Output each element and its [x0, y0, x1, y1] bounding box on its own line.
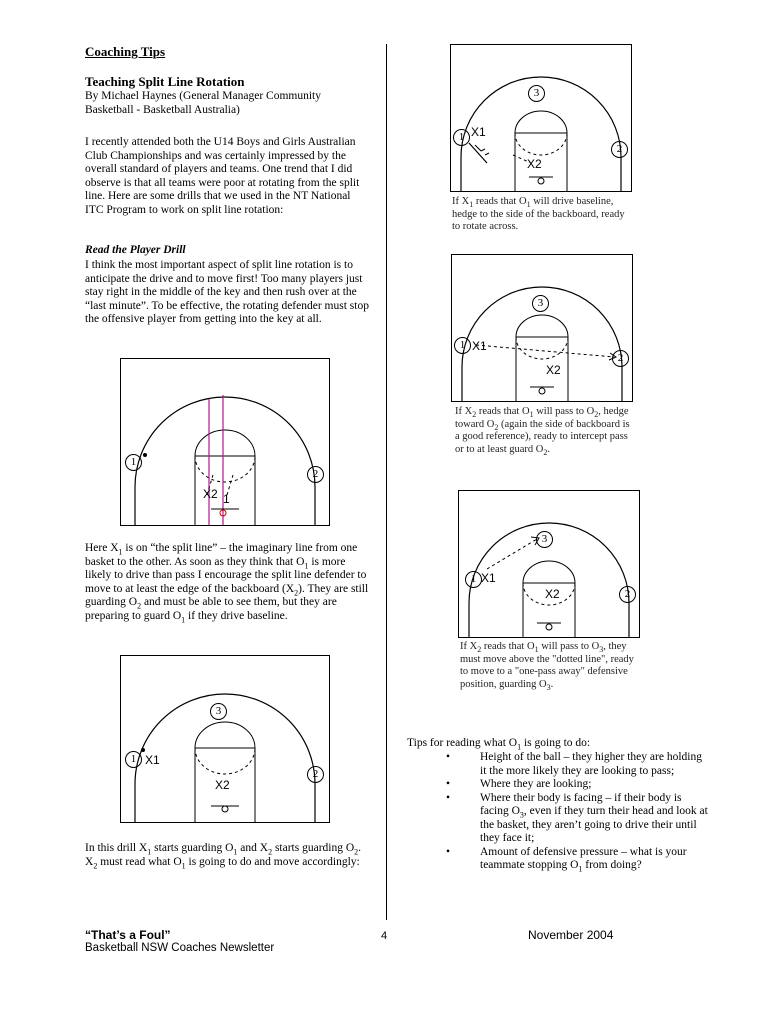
- defender-x2-number: 2: [553, 587, 560, 601]
- c1-b-sub: 1: [526, 200, 531, 210]
- tips-lead: [407, 737, 707, 751]
- column-divider: [386, 44, 387, 920]
- bullet: •: [446, 845, 451, 858]
- bullet: •: [446, 791, 451, 804]
- split-line-paragraph: [85, 542, 370, 623]
- defender-x2-number: 2: [211, 487, 218, 501]
- footer-title: “That’s a Foul”: [85, 928, 171, 942]
- intro-paragraph: I recently attended both the U14 Boys and Girls Australian Club Championships and was certainly impressed by the overall standard of players and teams. One trend that I did observe is that all teams were poor at rotating from the split line. Here are some drills that we used in the NT National ITC Program to work on split line rotation:: [85, 136, 360, 216]
- defender-x-mark: X: [527, 157, 536, 171]
- defender-x1-number: 1: [153, 753, 160, 767]
- court-diagram-pass-o3: [458, 490, 640, 638]
- c3-c-sub: 3: [599, 645, 604, 655]
- c1-a: If X: [452, 196, 470, 207]
- c3-a: If X: [460, 641, 478, 652]
- defender-x1: [472, 339, 487, 353]
- player-o2: 2: [307, 466, 324, 483]
- tip-text-a: Amount of defensive pressure – what is your teammate stopping O: [480, 845, 687, 871]
- c1-a-sub: 1: [469, 200, 474, 210]
- drill-a: In this drill X: [85, 842, 148, 854]
- split-e: and must be able to see them, but they are preparing to guard O: [85, 596, 337, 622]
- c3-d-sub: 3: [546, 682, 551, 692]
- defender-x-mark: X: [545, 587, 554, 601]
- drill-c-sub: 2: [268, 847, 273, 857]
- drill-f-sub: 1: [181, 860, 186, 870]
- c2-f: .: [547, 443, 550, 455]
- court-diagram-drive-baseline: [450, 44, 632, 192]
- section-heading: Coaching Tips: [85, 44, 166, 59]
- list-item: [408, 778, 708, 792]
- c3-c: will pass to O: [538, 641, 600, 652]
- page-number: 4: [381, 930, 388, 942]
- bullet: •: [446, 778, 451, 790]
- c3-b: reads that O: [481, 641, 535, 652]
- c2-a: If X: [455, 406, 473, 417]
- defender-x-mark: X: [471, 125, 480, 139]
- defender-x1: [471, 125, 486, 139]
- drill-b-sub: 1: [233, 847, 238, 857]
- c2-e-sub: 2: [543, 447, 548, 457]
- tip-sub: 3: [519, 810, 524, 820]
- defender-x-mark: X: [145, 753, 154, 767]
- defender-x1: 1: [223, 492, 230, 506]
- c3-d: , they must move above the "dotted line", ready to move to a "one-pass away" defensive position, guarding O: [460, 641, 634, 690]
- drill-g: is going to do and move accordingly:: [185, 855, 360, 868]
- split-a: Here X: [85, 542, 119, 554]
- caption-drive-baseline: [452, 196, 632, 234]
- player-o3: 3: [532, 295, 549, 312]
- split-c: is more likely to drive than pass I encourage the split line defender to move to at least the edge of the backboard (X: [85, 555, 367, 595]
- split-d: ). They are still guarding O: [85, 582, 369, 608]
- list-item: [408, 751, 708, 778]
- defender-x2-number: 2: [554, 363, 561, 377]
- tip-text: Where they are looking;: [480, 778, 592, 790]
- split-e-sub: 1: [181, 614, 186, 624]
- tips-lead-end: is going to do:: [521, 737, 591, 749]
- drill-d: starts guarding O: [272, 842, 355, 854]
- drill-description: [85, 842, 370, 869]
- tip-text-b: , even if they turn their head and look at the basket, they aren’t going to drive their until they face it;: [480, 805, 708, 844]
- tips-lead-sub: 1: [517, 742, 522, 752]
- player-o2: 2: [612, 350, 629, 367]
- split-f: if they drive baseline.: [185, 609, 288, 622]
- player-o2: 2: [611, 141, 628, 158]
- footer-newsletter: Basketball NSW Coaches Newsletter: [85, 942, 275, 954]
- defender-x-mark: X: [203, 487, 212, 501]
- defender-x-mark: X: [472, 339, 481, 353]
- c1-b: reads that O: [473, 196, 527, 207]
- drill-e: . X: [85, 842, 362, 868]
- c2-c: will pass to O: [533, 406, 595, 417]
- player-o3: 3: [528, 85, 545, 102]
- drill-heading: Read the Player Drill: [85, 244, 186, 256]
- drill-b: starts guarding O: [151, 842, 234, 854]
- defender-x2: [545, 587, 560, 601]
- c2-d: , hedge toward O: [455, 406, 629, 430]
- court-diagram-pass-o2: [451, 254, 633, 402]
- defender-x2: [546, 363, 561, 377]
- player-o1: 1: [125, 751, 142, 768]
- bullet: •: [446, 751, 451, 763]
- player-o2: 2: [619, 586, 636, 603]
- player-o1: 1: [453, 129, 470, 146]
- defender-x1-number: 1: [479, 125, 486, 139]
- c2-e: (again the side of backboard is a good reference), ready to intercept pass or to at least guard O: [455, 418, 630, 455]
- c2-b-sub: 1: [529, 410, 534, 420]
- footer-date: November 2004: [528, 928, 614, 942]
- c1-c: will drive baseline, hedge to the side of the backboard, ready to rotate across.: [452, 196, 625, 233]
- c3-b-sub: 1: [534, 645, 539, 655]
- defender-x1-number: 1: [480, 339, 487, 353]
- player-o3: 3: [210, 703, 227, 720]
- player-o3: 3: [536, 531, 553, 548]
- court-diagram-split-line: [120, 358, 330, 526]
- list-item: [408, 846, 708, 873]
- drill-c: and X: [237, 842, 269, 854]
- tips-lead-a: Tips for reading what O: [407, 737, 518, 749]
- c3-a-sub: 2: [477, 645, 482, 655]
- defender-x1-number: 1: [489, 571, 496, 585]
- defender-x-mark: X: [215, 778, 224, 792]
- defender-x1: [145, 753, 160, 767]
- ball-icon: [141, 748, 145, 752]
- defender-x-mark: X: [546, 363, 555, 377]
- caption-pass-o2: [455, 406, 635, 456]
- split-b-sub: 1: [304, 560, 309, 570]
- player-o1: 1: [454, 337, 471, 354]
- defender-x2-number: 2: [223, 778, 230, 792]
- drill-f: must read what O: [97, 855, 182, 868]
- tips-list: [408, 751, 708, 873]
- player-o1: 1: [125, 454, 142, 471]
- drill-d-sub: 2: [354, 847, 359, 857]
- c2-c-sub: 2: [594, 410, 599, 420]
- court-diagram-drill-start: [120, 655, 330, 823]
- article-title: Teaching Split Line Rotation: [85, 74, 245, 89]
- split-c-sub: 2: [294, 587, 299, 597]
- defender-x2: [215, 778, 230, 792]
- list-item: [408, 792, 708, 846]
- tip-sub: 1: [578, 864, 583, 874]
- c2-b: reads that O: [476, 406, 530, 417]
- player-o2: 2: [307, 766, 324, 783]
- tip-text: Height of the ball – they higher they are holding it the more likely they are looking to pass;: [480, 751, 702, 777]
- defender-x1: [481, 571, 496, 585]
- split-d-sub: 2: [137, 601, 142, 611]
- byline: By Michael Haynes (General Manager Community Basketball - Basketball Australia): [85, 90, 322, 116]
- caption-pass-o3: [460, 641, 640, 691]
- drill-paragraph: I think the most important aspect of split line rotation is to anticipate the drive and to move first! Too many players just stay right in the middle of the key and then rush over at the “last minute”. To be effective, the rotating defender must stop the offensive player from getting into the key at all.: [85, 259, 369, 325]
- player-o1: 1: [465, 571, 482, 588]
- defender-x2: [203, 487, 218, 501]
- drill-e-sub: 2: [93, 860, 98, 870]
- tip-text-b: from doing?: [582, 859, 642, 871]
- drill-a-sub: 1: [147, 847, 152, 857]
- c2-a-sub: 2: [472, 410, 477, 420]
- split-b: is on “the split line” – the imaginary line from one basket to the other. As soon as they think that O: [85, 542, 358, 568]
- c3-e: .: [550, 678, 554, 690]
- tip-text-a: Where their body is facing – if their body is facing O: [480, 791, 682, 817]
- defender-x-mark: X: [481, 571, 490, 585]
- defender-x2: [527, 157, 542, 171]
- split-a-sub: 1: [118, 547, 123, 557]
- c2-d-sub: 2: [494, 422, 499, 432]
- defender-x2-number: 2: [535, 157, 542, 171]
- ball-icon: [143, 453, 147, 457]
